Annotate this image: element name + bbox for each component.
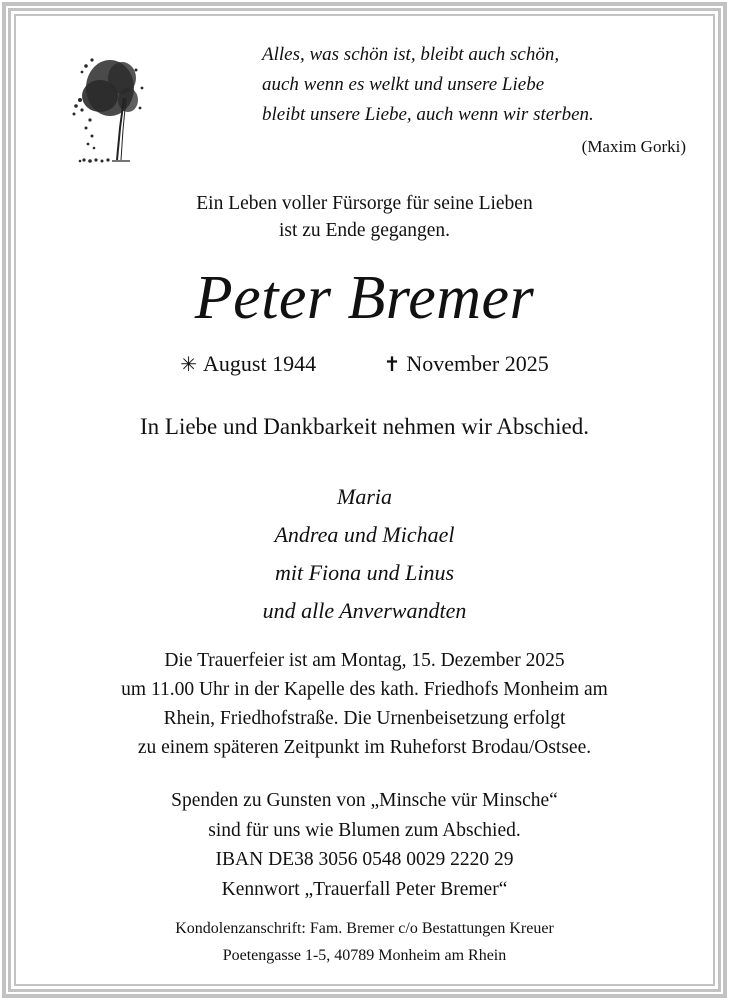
family-member: mit Fiona und Linus [274,560,455,585]
intro-text [20,190,709,244]
quote-line: Alles, was schön ist, bleibt auch schön, [262,44,560,65]
family-list [20,478,709,630]
birth-date-group [180,348,316,380]
cross-icon: ✝ [383,352,401,376]
ceremony-line: Die Trauerfeier ist am Montag, 15. Dezember 2025 [164,650,565,671]
quote-line: auch wenn es welkt und unsere Liebe [262,74,545,95]
life-dates [20,348,709,380]
death-date: November 2025 [406,351,549,376]
poem-quote [262,40,692,160]
family-member: Andrea und Michael [274,522,455,547]
donation-line: sind für uns wie Blumen zum Abschied. [208,819,521,841]
birth-date: August 1944 [203,351,317,376]
quote-line: bleibt unsere Liebe, auch wenn wir sterben. [262,104,594,125]
intro-line: ist zu Ende gegangen. [278,220,451,241]
address-line: Kondolenzanschrift: Fam. Bremer c/o Bestattungen Kreuer [175,920,554,937]
family-member: und alle Anverwandten [262,598,467,623]
ceremony-line: Rhein, Friedhofstraße. Die Urnenbeisetzung erfolgt [163,708,566,729]
ceremony-info [20,646,709,762]
deceased-name: Peter Bremer [194,264,535,332]
intro-line: Ein Leben voller Fürsorge für seine Lieben [196,193,533,214]
ceremony-line: zu einem späteren Zeitpunkt im Ruheforst Brodau/Ostsee. [137,737,592,758]
quote-author: (Maxim Gorki) [581,137,686,156]
address-line: Poetengasse 1-5, 40789 Monheim am Rhein [222,947,507,964]
iban: IBAN DE38 3056 0548 0029 2220 29 [215,849,514,870]
condolence-address [20,915,709,969]
farewell-text: In Liebe und Dankbarkeit nehmen wir Abschied. [139,414,589,439]
family-member: Maria [337,484,392,509]
donation-info [20,786,709,904]
ceremony-line: um 11.00 Uhr in der Kapelle des kath. Friedhofs Monheim am [121,679,608,700]
birth-star-icon: ✳ [180,352,198,376]
death-date-group [384,351,549,376]
donation-keyword: Kennwort „Trauerfall Peter Bremer“ [221,878,508,900]
tree-icon [62,48,162,168]
donation-line: Spenden zu Gunsten von „Minsche vür Minsche“ [171,790,558,811]
